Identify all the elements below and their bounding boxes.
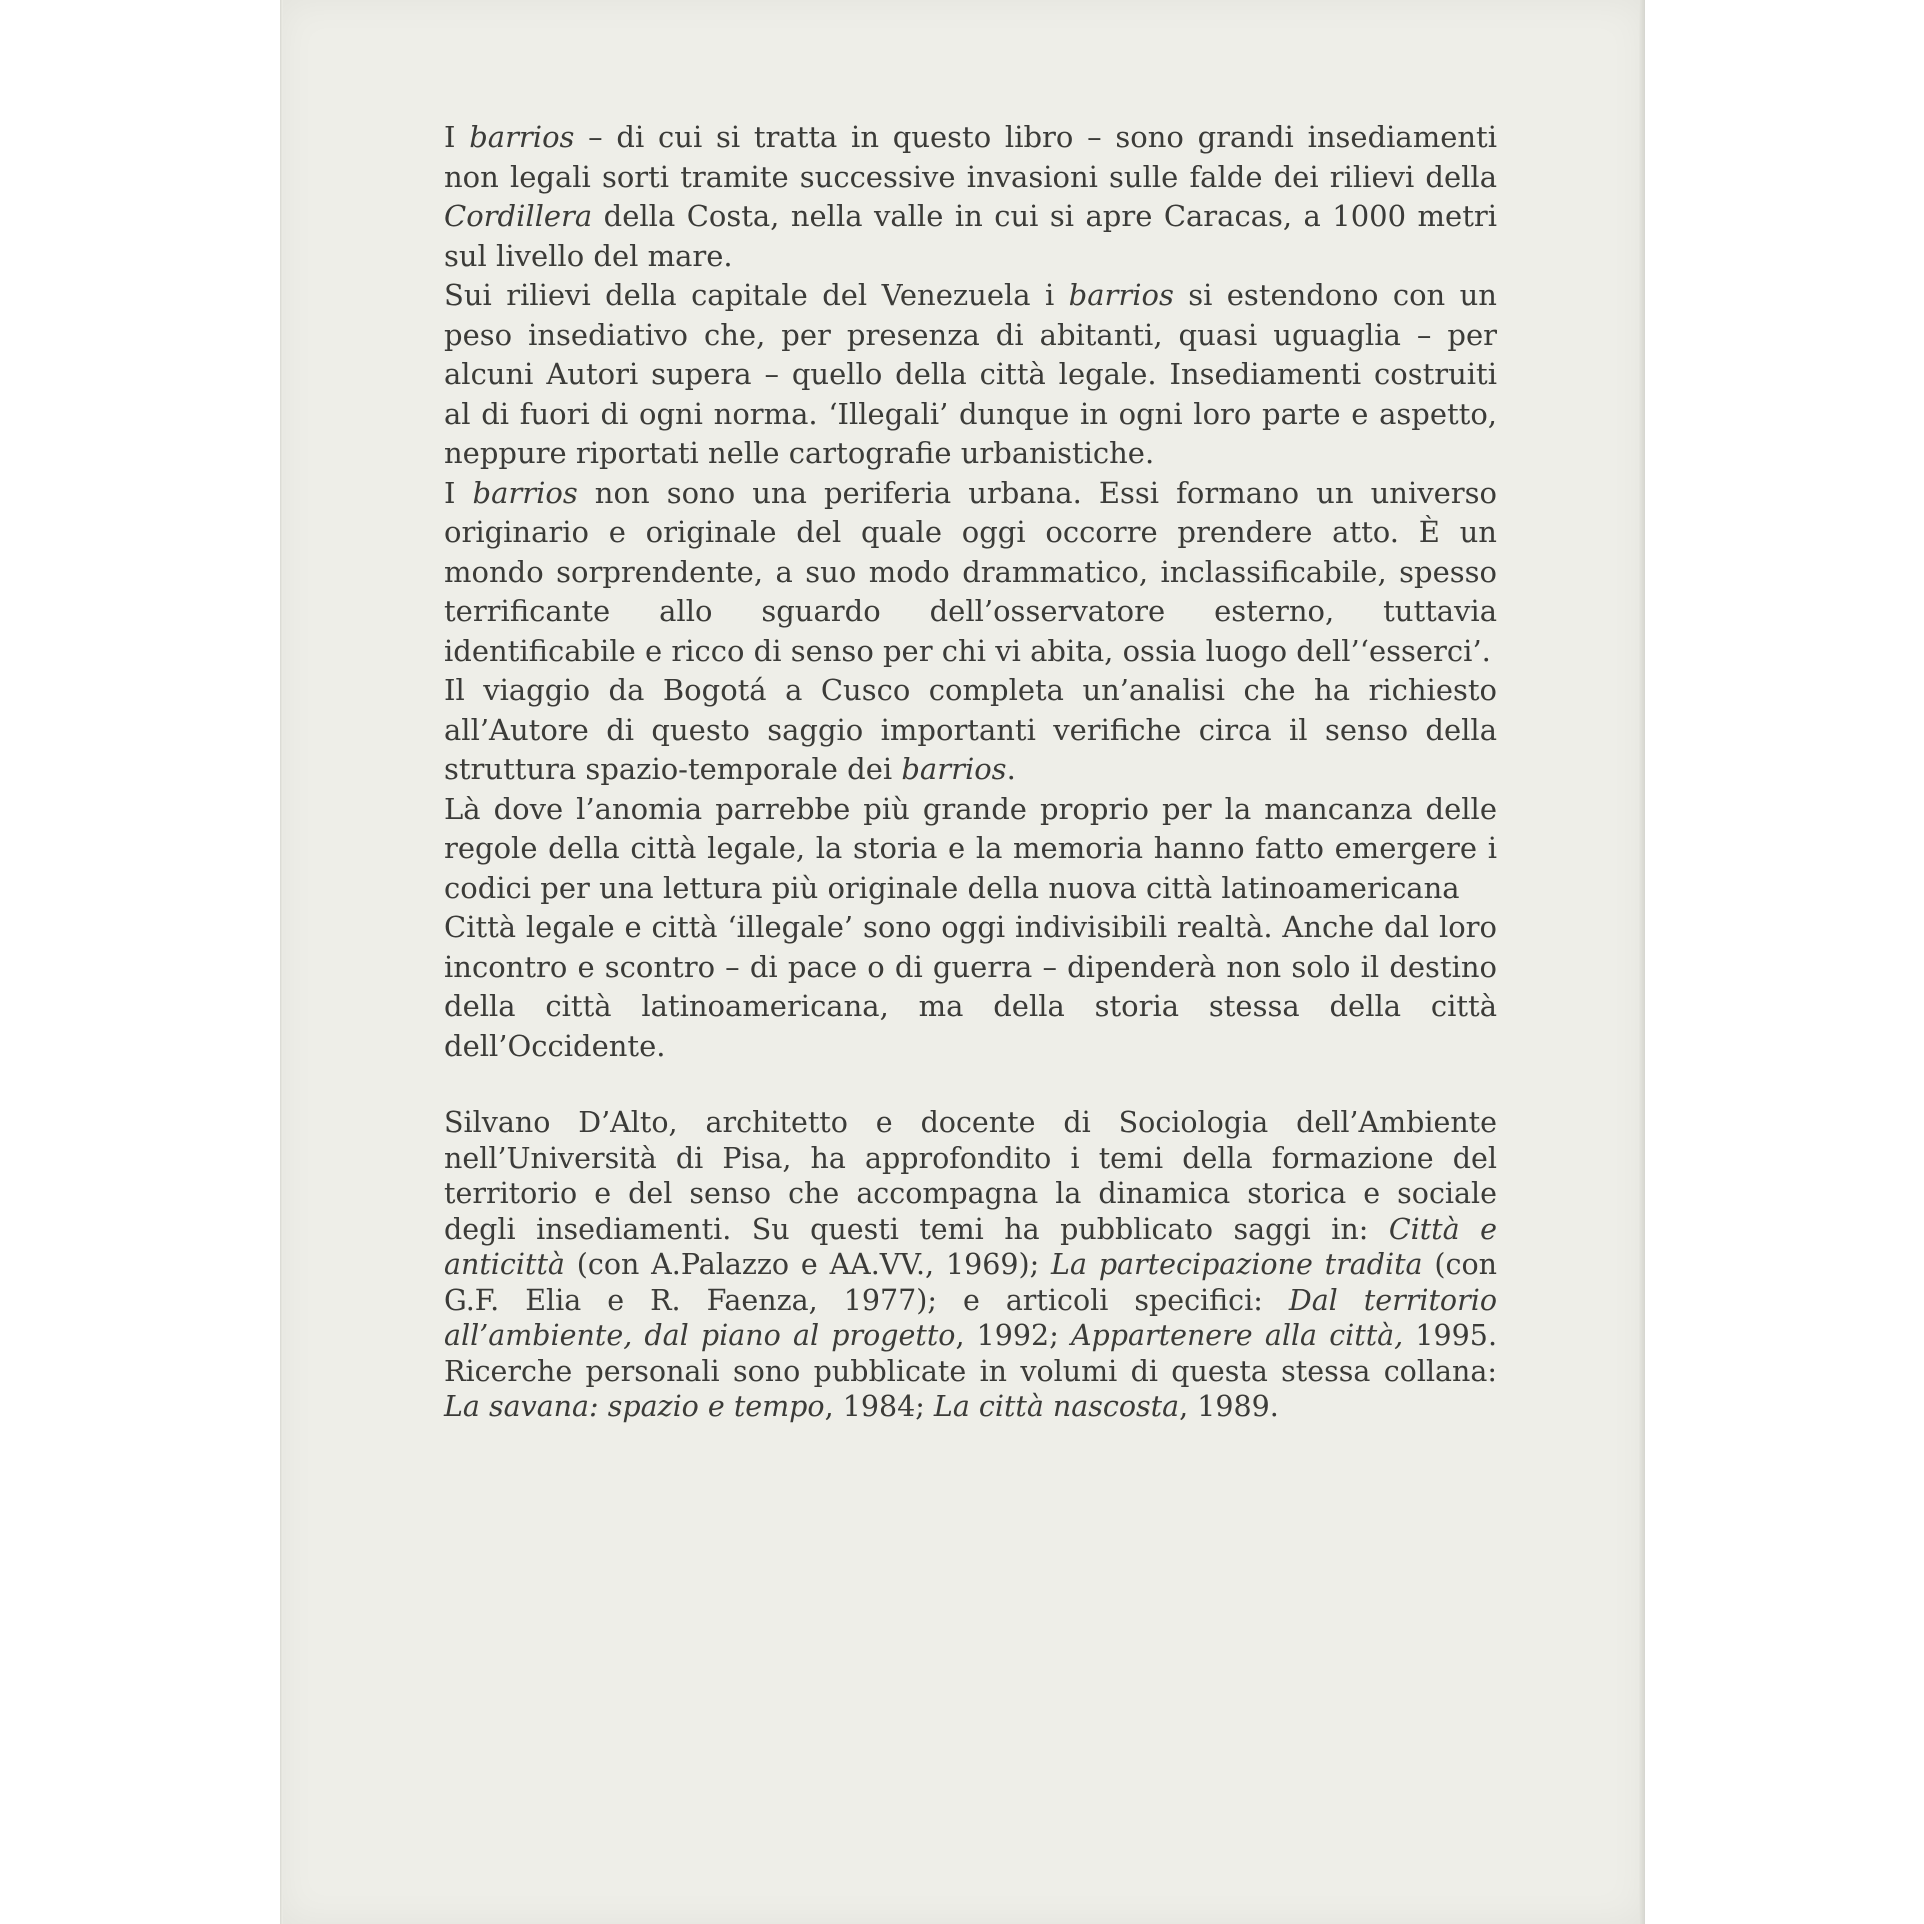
paragraph-4 [444, 671, 1497, 790]
text-run: , 1984; [824, 1390, 934, 1423]
text-run: Città legale e città ‘illegale’ sono oggi indivisibili realtà. Anche dal loro incontro e scontro – di pace o di guerra – dipenderà non solo il destino della città latinoamericana, ma della storia stessa della città dell’Occidente. [444, 910, 1497, 1063]
text-run: – di cui si tratta in questo libro – sono grandi insediamenti non legali sorti tramite successive invasioni sulle falde dei rilievi della [444, 120, 1497, 194]
text-run: I [444, 475, 473, 510]
text-run: Sui rilievi della capitale del Venezuela i [444, 278, 1069, 312]
italic-term: barrios [1068, 278, 1174, 312]
text-run: Il viaggio da Bogotá a Cusco completa un’analisi che ha richiesto all’Autore di questo saggio importanti verifiche circa il senso della struttura spazio-temporale dei [444, 673, 1497, 786]
text-run: Silvano D’Alto, architetto e docente di Sociologia dell’Ambiente nell’Università di Pisa, ha approfondito i temi della formazione del territorio e del senso che accompagna la dinamica storica e sociale degli insediamenti. Su questi temi ha pubblicato saggi in: [444, 1106, 1497, 1246]
paragraph-3 [444, 474, 1497, 672]
text-run: , 1989. [1179, 1390, 1279, 1423]
text-run: Là dove l’anomia parrebbe più grande proprio per la mancanza delle regole della città legale, la storia e la memoria hanno fatto emergere i codici per una lettura più originale della nuova città latinoamericana [444, 791, 1497, 905]
book-title: La partecipazione tradita [1051, 1248, 1423, 1281]
book-back-cover [280, 0, 1645, 1924]
text-run: della Costa, nella valle in cui si apre Caracas, a 1000 metri sul livello del mare. [444, 199, 1497, 273]
book-title: Dal territorio all’ambiente, dal piano al progetto [444, 1283, 1497, 1352]
italic-term: barrios [469, 120, 575, 154]
cover-left-edge [280, 0, 283, 1924]
paragraph-5 [444, 790, 1497, 909]
paragraph-2 [444, 276, 1497, 474]
book-title: Appartenere alla città, [1070, 1319, 1404, 1352]
italic-term: Cordillera [444, 199, 593, 233]
text-run: . [1006, 752, 1016, 786]
text-run: si estendono con un peso insediativo che, per presenza di abitanti, quasi uguaglia – per alcuni Autori supera – quello della città legale. Insediamenti costruiti al di fuori di ogni norma. ‘Illegali’ dunque in ogni loro parte e aspetto, neppure riportati nelle cartografie urbanistiche. [444, 278, 1497, 470]
paragraph-6 [444, 908, 1497, 1066]
italic-term: barrios [901, 752, 1007, 786]
text-run: 1995. Ricerche personali sono pubblicate in volumi di questa stessa collana: [444, 1319, 1498, 1388]
paragraph-1 [444, 118, 1497, 276]
text-run: (con A.Palazzo e AA.VV., 1969); [564, 1248, 1052, 1281]
text-run: (con G.F. Elia e R. Faenza, 1977); e articoli specifici: [444, 1248, 1497, 1317]
blurb-text [444, 118, 1497, 1425]
text-run: non sono una periferia urbana. Essi formano un universo originario e originale del quale oggi occorre prendere atto. È un mondo sorprendente, a suo modo drammatico, inclassificabile, spesso terrificante allo sguardo dell’osservatore esterno, tuttavia identificabile e ricco di senso per chi vi abita, ossia luogo dell’‘esserci’. [444, 475, 1497, 668]
book-title: La città nascosta [933, 1390, 1180, 1423]
text-run: I [444, 120, 470, 154]
italic-term: barrios [472, 475, 578, 510]
author-bio [444, 1105, 1497, 1425]
cover-right-edge [1639, 0, 1645, 1924]
book-title: Città e anticittà [444, 1212, 1497, 1281]
text-run: , 1992; [955, 1319, 1071, 1352]
book-title: La savana: spazio e tempo [444, 1390, 825, 1423]
